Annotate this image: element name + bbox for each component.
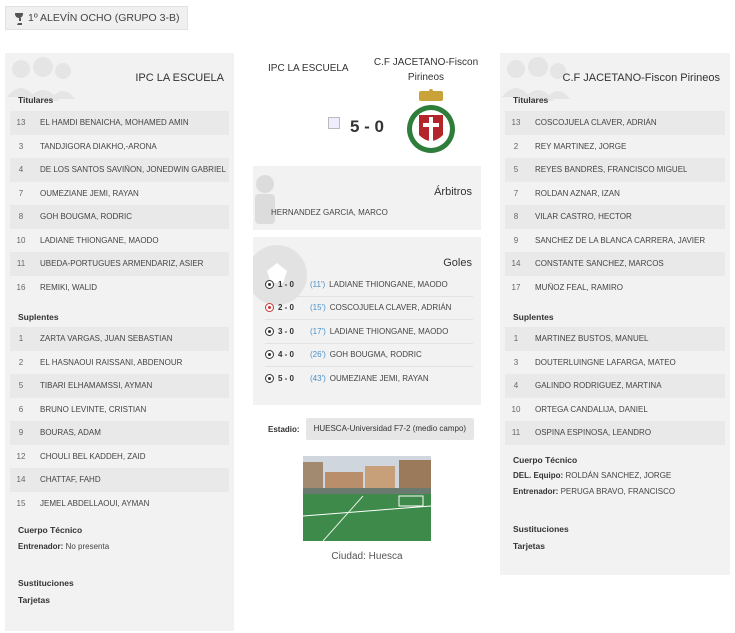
player-number: 4 xyxy=(18,165,24,175)
goal-row xyxy=(265,344,473,368)
away-delegate-line xyxy=(513,471,671,480)
goals-list xyxy=(265,273,473,391)
away-starters-list xyxy=(505,111,725,299)
referees-box xyxy=(253,166,481,230)
away-delegate-label: DEL. Equipo: xyxy=(513,471,564,480)
player-row[interactable] xyxy=(10,182,229,206)
player-number: 8 xyxy=(513,212,519,222)
player-name[interactable]: COSCOJUELA CLAVER, ADRIÁN xyxy=(535,118,657,128)
goal-minute: (43') xyxy=(310,374,326,384)
home-subs-list xyxy=(10,327,229,515)
player-number: 6 xyxy=(18,404,24,414)
player-row[interactable] xyxy=(505,111,725,135)
player-number: 13 xyxy=(16,118,26,128)
player-number: 4 xyxy=(513,381,519,391)
player-row[interactable] xyxy=(505,374,725,398)
away-staff-label: Cuerpo Técnico xyxy=(513,455,578,465)
home-subs-label: Suplentes xyxy=(18,312,59,322)
ball-icon xyxy=(265,374,274,383)
goal-scorer[interactable]: OUMEZIANE JEMI, RAYAN xyxy=(329,374,429,384)
referee-watermark-icon xyxy=(253,172,303,228)
ball-icon xyxy=(265,327,274,336)
player-row[interactable] xyxy=(10,445,229,469)
player-row[interactable] xyxy=(505,276,725,300)
player-name[interactable]: REY MARTINEZ, JORGE xyxy=(535,141,627,151)
referees-title: Árbitros xyxy=(434,186,472,198)
home-coach-label: Entrenador: xyxy=(18,542,64,551)
player-number: 8 xyxy=(18,212,24,222)
player-row[interactable] xyxy=(10,111,229,135)
goal-score: 2 - 0 xyxy=(278,303,295,313)
player-number: 11 xyxy=(16,259,26,269)
player-row[interactable] xyxy=(10,468,229,492)
player-row[interactable] xyxy=(505,229,725,253)
player-name[interactable]: CONSTANTE SANCHEZ, MARCOS xyxy=(535,259,664,269)
player-row[interactable] xyxy=(10,327,229,351)
home-cards-label: Tarjetas xyxy=(18,595,50,605)
player-row[interactable] xyxy=(10,252,229,276)
goal-row xyxy=(265,273,473,297)
player-name[interactable]: ROLDAN AZNAR, IZAN xyxy=(535,188,620,198)
player-name[interactable]: TIBARI ELHAMAMSSI, AYMAN xyxy=(40,381,153,391)
goals-title: Goles xyxy=(443,257,472,269)
away-team-panel xyxy=(500,53,730,575)
player-row[interactable] xyxy=(10,205,229,229)
player-number: 10 xyxy=(511,404,521,414)
goal-score: 3 - 0 xyxy=(278,326,295,336)
player-number: 7 xyxy=(513,188,519,198)
player-name[interactable]: TANDJIGORA DIAKHO,-ARONA xyxy=(40,141,157,151)
goal-scorer[interactable]: LADIANE THIONGANE, MAODO xyxy=(329,279,448,289)
player-row[interactable] xyxy=(505,398,725,422)
player-name[interactable]: DE LOS SANTOS SAVIÑON, JONEDWIN GABRIEL xyxy=(40,165,226,175)
player-number: 1 xyxy=(513,334,519,344)
away-substitutions-label: Sustituciones xyxy=(513,524,569,534)
player-row[interactable] xyxy=(505,205,725,229)
home-team-name[interactable]: IPC LA ESCUELA xyxy=(135,72,224,84)
away-delegate-value: ROLDÁN SANCHEZ, JORGE xyxy=(565,471,672,480)
player-row[interactable] xyxy=(505,351,725,375)
trophy-icon xyxy=(14,13,24,23)
goals-box xyxy=(253,237,481,405)
player-name[interactable]: BRUNO LEVINTE, CRISTIAN xyxy=(40,404,147,414)
goal-scorer[interactable]: LADIANE THIONGANE, MAODO xyxy=(329,326,449,336)
home-coach-line xyxy=(18,542,109,551)
player-number: 9 xyxy=(18,428,24,438)
stadium-photo xyxy=(303,456,431,541)
player-row[interactable] xyxy=(10,492,229,516)
match-away-name[interactable]: C.F JACETANO-Fiscon Pirineos xyxy=(373,57,479,83)
goal-score: 1 - 0 xyxy=(278,279,295,289)
player-name[interactable]: REMIKI, WALID xyxy=(40,282,98,292)
away-team-name[interactable]: C.F JACETANO-Fiscon Pirineos xyxy=(562,72,720,84)
away-crest-icon xyxy=(405,89,457,155)
own-goal-ball-icon xyxy=(265,303,274,312)
match-header xyxy=(253,53,481,163)
player-number: 14 xyxy=(16,475,26,485)
player-name[interactable]: UBEDA-PORTUGUES ARMENDARIZ, ASIER xyxy=(40,259,204,269)
player-row[interactable] xyxy=(505,327,725,351)
city-label: Ciudad: Huesca xyxy=(331,551,403,562)
player-row[interactable] xyxy=(505,182,725,206)
player-row[interactable] xyxy=(10,398,229,422)
ball-icon xyxy=(265,350,274,359)
player-name[interactable]: REYES BANDRÉS, FRANCISCO MIGUEL xyxy=(535,165,688,175)
away-starters-label: Titulares xyxy=(513,95,549,105)
player-row[interactable] xyxy=(10,421,229,445)
goal-minute: (11') xyxy=(310,279,326,289)
player-number: 9 xyxy=(513,235,519,245)
player-name[interactable]: GOH BOUGMA, RODRIC xyxy=(40,212,133,222)
goal-row xyxy=(265,367,473,391)
goal-scorer[interactable]: COSCOJUELA CLAVER, ADRIÁN xyxy=(329,303,452,313)
player-name[interactable]: BOURAS, ADAM xyxy=(40,428,101,438)
player-row[interactable] xyxy=(505,135,725,159)
away-subs-list xyxy=(505,327,725,445)
player-number: 13 xyxy=(511,118,521,128)
match-home-name[interactable]: IPC LA ESCUELA xyxy=(268,63,349,74)
player-number: 15 xyxy=(16,498,26,508)
home-starters-label: Titulares xyxy=(18,95,54,105)
away-coach-line xyxy=(513,487,675,496)
player-name[interactable]: ZARTA VARGAS, JUAN SEBASTIAN xyxy=(40,334,173,344)
player-name[interactable]: MUÑOZ FEAL, RAMIRO xyxy=(535,282,624,292)
player-number: 12 xyxy=(16,451,26,461)
player-row[interactable] xyxy=(505,421,725,445)
player-name[interactable]: EL HASNAOUI RAISSANI, ABDENOUR xyxy=(40,357,183,367)
goal-row xyxy=(265,297,473,321)
player-name[interactable]: GALINDO RODRIGUEZ, MARTINA xyxy=(535,381,662,391)
goal-minute: (17') xyxy=(310,326,326,336)
away-cards-label: Tarjetas xyxy=(513,541,545,551)
referee-name: HERNANDEZ GARCIA, MARCO xyxy=(271,208,388,217)
stadium-value[interactable]: HUESCA-Universidad F7-2 (medio campo) xyxy=(306,418,475,440)
player-name[interactable]: OUMEZIANE JEMI, RAYAN xyxy=(40,188,139,198)
player-row[interactable] xyxy=(10,276,229,300)
player-name[interactable]: CHATTAF, FAHD xyxy=(40,475,101,485)
competition-badge xyxy=(5,6,188,30)
player-row[interactable] xyxy=(10,229,229,253)
player-name[interactable]: DOUTERLUINGNE LAFARGA, MATEO xyxy=(535,357,676,367)
player-row[interactable] xyxy=(10,135,229,159)
player-number: 2 xyxy=(18,357,24,367)
player-number: 7 xyxy=(18,188,24,198)
player-name[interactable]: VILAR CASTRO, HECTOR xyxy=(535,212,632,222)
goal-scorer[interactable]: GOH BOUGMA, RODRIC xyxy=(329,350,422,360)
home-crest-icon xyxy=(328,117,340,129)
goal-score: 5 - 0 xyxy=(278,374,295,384)
player-name[interactable]: CHOULI BEL KADDEH, ZAID xyxy=(40,451,146,461)
home-starters-list xyxy=(10,111,229,299)
ball-icon xyxy=(265,280,274,289)
home-substitutions-label: Sustituciones xyxy=(18,578,74,588)
player-number: 3 xyxy=(513,357,519,367)
player-row[interactable] xyxy=(505,252,725,276)
home-coach-value: No presenta xyxy=(65,542,110,551)
away-coach-label: Entrenador: xyxy=(513,487,559,496)
player-number: 5 xyxy=(18,381,24,391)
away-subs-label: Suplentes xyxy=(513,312,554,322)
player-name[interactable]: LADIANE THIONGANE, MAODO xyxy=(40,235,159,245)
player-row[interactable] xyxy=(10,158,229,182)
stadium-label: Estadio: xyxy=(268,424,300,434)
goal-minute: (26') xyxy=(310,350,326,360)
player-name[interactable]: MARTINEZ BUSTOS, MANUEL xyxy=(535,334,649,344)
player-number: 17 xyxy=(511,282,521,292)
goal-minute: (15') xyxy=(310,303,326,313)
player-number: 11 xyxy=(511,428,521,438)
player-row[interactable] xyxy=(10,374,229,398)
goal-score: 4 - 0 xyxy=(278,350,295,360)
home-staff-label: Cuerpo Técnico xyxy=(18,525,83,535)
player-number: 10 xyxy=(16,235,26,245)
away-coach-value: PERUGA BRAVO, FRANCISCO xyxy=(560,487,676,496)
player-number: 14 xyxy=(511,259,521,269)
player-name[interactable]: OSPINA ESPINOSA, LEANDRO xyxy=(535,428,652,438)
stadium-row xyxy=(268,418,474,440)
player-name[interactable]: SANCHEZ DE LA BLANCA CARRERA, JAVIER xyxy=(535,235,706,245)
player-number: 1 xyxy=(18,334,24,344)
player-number: 2 xyxy=(513,141,519,151)
player-name[interactable]: JEMEL ABDELLAOUI, AYMAN xyxy=(40,498,150,508)
competition-name: 1º ALEVÍN OCHO (GRUPO 3-B) xyxy=(28,12,180,24)
home-team-panel xyxy=(5,53,234,631)
player-row[interactable] xyxy=(10,351,229,375)
match-score: 5 - 0 xyxy=(350,117,385,136)
player-number: 5 xyxy=(513,165,519,175)
player-row[interactable] xyxy=(505,158,725,182)
player-number: 16 xyxy=(16,282,26,292)
goal-row xyxy=(265,320,473,344)
player-name[interactable]: EL HAMDI BENAICHA, MOHAMED AMIN xyxy=(40,118,189,128)
player-number: 3 xyxy=(18,141,24,151)
player-name[interactable]: ORTEGA CANDALIJA, DANIEL xyxy=(535,404,648,414)
